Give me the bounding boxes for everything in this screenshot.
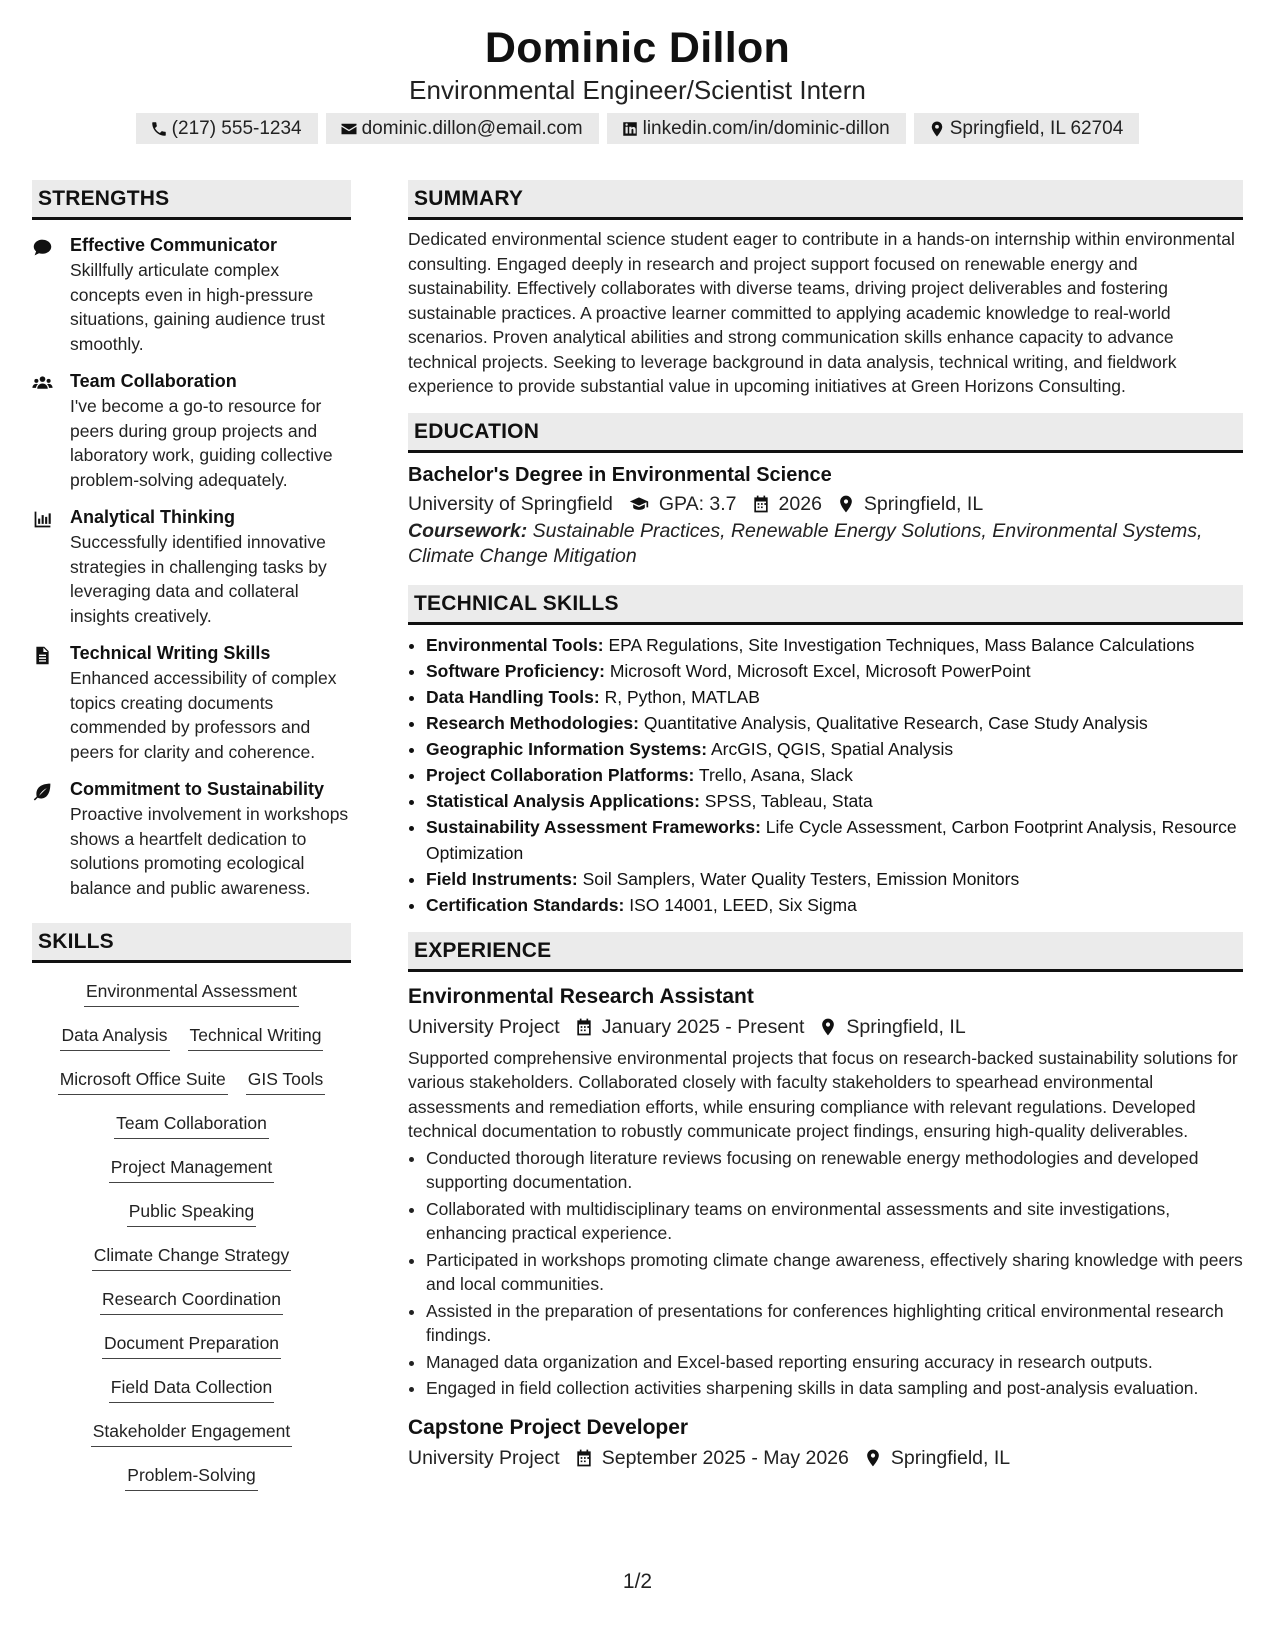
- skill-tag: Public Speaking: [127, 1199, 257, 1227]
- tech-skill-value: EPA Regulations, Site Investigation Techniques, Mass Balance Calculations: [608, 634, 1195, 655]
- skill-tag: Technical Writing: [188, 1023, 324, 1051]
- technical-skills-list: [408, 632, 1243, 918]
- contact-email[interactable]: [326, 113, 599, 144]
- job-org: University Project: [408, 1446, 560, 1469]
- job-location: Springfield, IL: [846, 1015, 966, 1038]
- contact-phone-text: (217) 555-1234: [171, 118, 302, 139]
- skill-tag: GIS Tools: [246, 1067, 326, 1095]
- job-org: University Project: [408, 1015, 560, 1038]
- tech-skill-label: Sustainability Assessment Frameworks:: [426, 816, 761, 837]
- list-item: • Managed data organization and Excel-based reporting ensuring accuracy in research outputs.: [426, 1350, 1243, 1375]
- strengths-heading: STRENGTHS: [32, 180, 351, 220]
- contact-linkedin-text: linkedin.com/in/dominic-dillon: [642, 118, 890, 139]
- speech-bubble-icon: [32, 237, 53, 258]
- strength-title: Commitment to Sustainability: [70, 779, 325, 799]
- contact-location-text: Springfield, IL 62704: [949, 118, 1124, 139]
- contact-linkedin[interactable]: [607, 113, 906, 144]
- tech-skill-label: Research Methodologies:: [426, 712, 639, 733]
- contact-phone[interactable]: [136, 113, 318, 144]
- coursework-label: Coursework:: [408, 519, 528, 542]
- strength-item: [32, 505, 351, 628]
- list-item: [426, 866, 1243, 892]
- list-item: [426, 814, 1243, 866]
- education-year: 2026: [778, 492, 822, 515]
- candidate-name: Dominic Dillon: [484, 24, 791, 72]
- tech-skill-value: R, Python, MATLAB: [604, 686, 760, 707]
- skill-tag: Microsoft Office Suite: [58, 1067, 228, 1095]
- list-item: [426, 632, 1243, 658]
- job-dates: September 2025 - May 2026: [601, 1446, 849, 1469]
- list-item: [426, 736, 1243, 762]
- skill-tag: Stakeholder Engagement: [91, 1419, 293, 1447]
- calendar-icon: [574, 1448, 594, 1468]
- list-item: • Conducted thorough literature reviews focusing on renewable energy methodologies and developed supporting documentation.: [426, 1146, 1243, 1195]
- tech-skill-label: Environmental Tools:: [426, 634, 604, 655]
- bar-chart-icon: [32, 509, 53, 530]
- job-description: Supported comprehensive environmental projects that focus on research-backed sustainability solutions for various stakeholders. Collaborated closely with faculty stakeholders to spearhead environmental assessments and remediation efforts, while ensuring compliance with relevant regulations. Developed technical documentation to robustly communicate project findings, ensuring high-quality deliverables.: [408, 1047, 1238, 1141]
- tech-skill-value: Life Cycle Assessment, Carbon Footprint Analysis, Resource Optimization: [426, 816, 1237, 863]
- experience-heading: EXPERIENCE: [408, 932, 1243, 972]
- email-icon: [340, 120, 358, 138]
- phone-icon: [150, 120, 168, 138]
- tech-skill-value: Trello, Asana, Slack: [698, 764, 853, 785]
- skill-tag: Environmental Assessment: [84, 979, 299, 1007]
- strength-title: Technical Writing Skills: [70, 643, 271, 663]
- education-heading: EDUCATION: [408, 413, 1243, 453]
- location-icon: [836, 494, 856, 514]
- leaf-icon: [32, 781, 53, 802]
- job-dates: January 2025 - Present: [601, 1015, 805, 1038]
- job-meta: [408, 1012, 1243, 1042]
- contact-location: [914, 113, 1140, 144]
- education-school: University of Springfield: [408, 492, 613, 515]
- linkedin-icon: [621, 120, 639, 138]
- tech-skill-label: Project Collaboration Platforms:: [426, 764, 695, 785]
- contact-email-text: dominic.dillon@email.com: [361, 118, 583, 139]
- skill-tag: Document Preparation: [102, 1331, 281, 1359]
- list-item: [426, 684, 1243, 710]
- list-item: • Participated in workshops promoting climate change awareness, effectively sharing knowledge with peers and local communities.: [426, 1248, 1243, 1297]
- list-item: • Assisted in the preparation of presentations for conferences highlighting critical environmental research findings.: [426, 1299, 1243, 1348]
- skill-tag: Research Coordination: [100, 1287, 283, 1315]
- education-gpa: GPA: 3.7: [658, 492, 737, 515]
- list-item: [426, 762, 1243, 788]
- skill-tag: Project Management: [109, 1155, 274, 1183]
- candidate-title: Environmental Engineer/Scientist Intern: [409, 75, 866, 105]
- strength-title: Analytical Thinking: [70, 507, 236, 527]
- technical-skills-heading: TECHNICAL SKILLS: [408, 585, 1243, 625]
- right-column: [408, 180, 1243, 1473]
- tech-skill-value: SPSS, Tableau, Stata: [704, 790, 873, 811]
- tech-skill-value: Microsoft Word, Microsoft Excel, Microsoft PowerPoint: [609, 660, 1031, 681]
- tech-skill-label: Geographic Information Systems:: [426, 738, 708, 759]
- tech-skill-label: Software Proficiency:: [426, 660, 605, 681]
- tech-skill-label: Certification Standards:: [426, 894, 625, 915]
- contact-bar: [0, 113, 1275, 144]
- tech-skill-label: Field Instruments:: [426, 868, 578, 889]
- job-location: Springfield, IL: [890, 1446, 1011, 1469]
- coursework-list: Sustainable Practices, Renewable Energy Solutions, Environmental Systems, Climate Change Mitigation: [408, 519, 1203, 567]
- calendar-icon: [574, 1017, 594, 1037]
- strength-desc: Proactive involvement in workshops shows a heartfelt dedication to solutions promoting ecological balance and public awareness.: [70, 804, 349, 898]
- tech-skill-value: Soil Samplers, Water Quality Testers, Emission Monitors: [582, 868, 1020, 889]
- tech-skill-value: Quantitative Analysis, Qualitative Research, Case Study Analysis: [643, 712, 1148, 733]
- location-icon: [928, 120, 946, 138]
- skill-tag: Problem-Solving: [125, 1463, 257, 1491]
- job-title: Capstone Project Developer: [408, 1415, 689, 1439]
- tech-skill-value: ISO 14001, LEED, Six Sigma: [629, 894, 857, 915]
- skills-list: [32, 979, 351, 1491]
- strength-desc: Skillfully articulate complex concepts even in high-pressure situations, gaining audience trust smoothly.: [70, 260, 325, 354]
- skills-heading: SKILLS: [32, 923, 351, 963]
- location-icon: [863, 1448, 883, 1468]
- strength-item: [32, 641, 351, 764]
- skill-tag: Field Data Collection: [109, 1375, 274, 1403]
- skill-tag: Team Collaboration: [114, 1111, 269, 1139]
- graduation-cap-icon: [627, 494, 651, 514]
- job-meta: [408, 1443, 1243, 1473]
- skill-tag: Data Analysis: [60, 1023, 170, 1051]
- summary-heading: SUMMARY: [408, 180, 1243, 220]
- strength-item: [32, 777, 351, 900]
- location-icon: [818, 1017, 838, 1037]
- tech-skill-value: ArcGIS, QGIS, Spatial Analysis: [710, 738, 954, 759]
- list-item: • Collaborated with multidisciplinary teams on environmental assessments and site investigations, enhancing practical experience.: [426, 1197, 1243, 1246]
- strength-item: [32, 369, 351, 492]
- users-icon: [32, 373, 53, 394]
- list-item: • Engaged in field collection activities sharpening skills in data sampling and post-analysis evaluation.: [426, 1376, 1243, 1401]
- calendar-icon: [751, 494, 771, 514]
- tech-skill-label: Statistical Analysis Applications:: [426, 790, 700, 811]
- list-item: [426, 658, 1243, 684]
- list-item: [426, 892, 1243, 918]
- list-item: [426, 788, 1243, 814]
- education-location: Springfield, IL: [863, 492, 984, 515]
- page-number: 1/2: [622, 1570, 653, 1593]
- skill-tag: Climate Change Strategy: [92, 1243, 292, 1271]
- education-meta: [408, 489, 1243, 519]
- left-column: [32, 180, 351, 1491]
- education-degree: Bachelor's Degree in Environmental Science: [408, 463, 832, 486]
- strength-desc: Successfully identified innovative strategies in challenging tasks by leveraging data and collateral insights creatively.: [70, 532, 327, 626]
- document-icon: [32, 645, 53, 666]
- resume-header: [0, 22, 1275, 144]
- list-item: [426, 710, 1243, 736]
- education-coursework: [408, 519, 1243, 569]
- job-title: Environmental Research Assistant: [408, 984, 754, 1008]
- summary-text: Dedicated environmental science student eager to contribute in a hands-on internship within environmental consulting. Engaged deeply in research and project support focused on renewable energy and sustainability. Effectively collaborates with diverse teams, driving project deliverables and fostering sustainable practices. A proactive learner committed to applying academic knowledge to real-world scenarios. Proven analytical abilities and strong communication skills enhance capacity to advance technical projects. Seeking to leverage background in data analysis, technical writing, and fieldwork experience to provide substantial value in upcoming initiatives at Green Horizons Consulting.: [408, 229, 1235, 396]
- strength-desc: I've become a go-to resource for peers during group projects and laboratory work, guiding collective problem-solving adequately.: [70, 396, 333, 490]
- job-bullets: [408, 1146, 1243, 1401]
- strength-item: [32, 233, 351, 356]
- strength-title: Team Collaboration: [70, 371, 237, 391]
- strength-desc: Enhanced accessibility of complex topics creating documents commended by professors and peers for clarity and coherence.: [70, 668, 337, 762]
- strength-title: Effective Communicator: [70, 235, 278, 255]
- tech-skill-label: Data Handling Tools:: [426, 686, 600, 707]
